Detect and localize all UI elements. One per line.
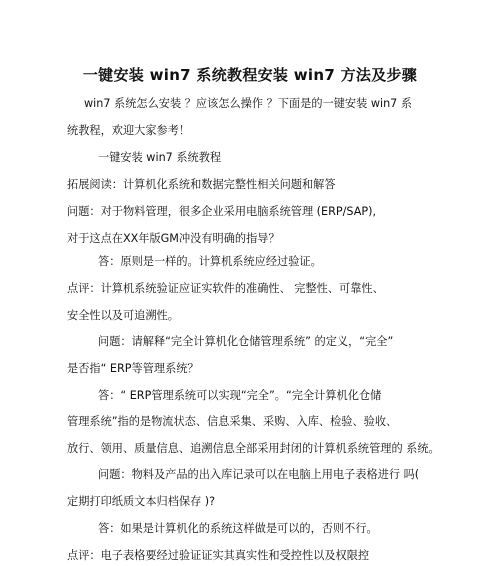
paragraph-line-13: 管理系统”指的是物流状态、信息采集、采购、入库、检验、验收、 — [67, 415, 398, 428]
paragraph-line-8: 点评：计算机系统验证应证实软件的准确性、 完整性、可靠性、 — [67, 282, 384, 295]
paragraph-line-15: 问题：物料及产品的出入库记录可以在电脑上用电子表格进行 吗( — [98, 468, 420, 481]
paragraph-line-18: 点评：电子表格要经过验证证实其真实性和受控性以及权限控 — [67, 549, 370, 562]
paragraph-line-4: 拓展阅读：计算机化系统和数据完整性相关问题和解答 — [67, 178, 336, 191]
document-title: 一键安装 win7 系统教程安装 win7 方法及步骤 — [82, 66, 418, 84]
paragraph-line-7: 答：原则是一样的。计算机系统应经过验证。 — [98, 255, 322, 268]
paragraph-line-5: 问题：对于物料管理，很多企业采用电脑系统管理 (ERP/SAP), — [67, 205, 377, 218]
paragraph-line-12: 答：“ ERP管理系统可以实现“完全”。“完全计算机化仓储 — [98, 389, 382, 402]
paragraph-line-11: 是否指“ ERP等管理系统？ — [67, 362, 199, 375]
paragraph-line-9: 安全性以及可追溯性。 — [67, 309, 179, 322]
paragraph-line-10: 问题：请解释“完全计算机化仓储管理系统” 的定义，“完全” — [98, 335, 394, 348]
paragraph-line-6: 对于这点在XX年版GM冲没有明确的指导？ — [67, 232, 280, 245]
paragraph-line-1: win7 系统怎么安装 ？应该怎么操作 ？下面是的一键安装 win7 系 — [84, 97, 413, 110]
paragraph-line-14: 放行、领用、质量信息、追溯信息全部采用封闭的计算机系统管理的 系统。 — [67, 442, 440, 455]
paragraph-line-17: 答：如果是计算机化的系统这样做是可以的，否则不行。 — [98, 522, 378, 535]
paragraph-line-2: 统教程，欢迎大家参考！ — [67, 124, 191, 137]
section-heading: 一键安装 win7 系统教程 — [98, 151, 222, 164]
paragraph-line-16: 定期打印纸质文本归档保存 )? — [67, 495, 216, 508]
